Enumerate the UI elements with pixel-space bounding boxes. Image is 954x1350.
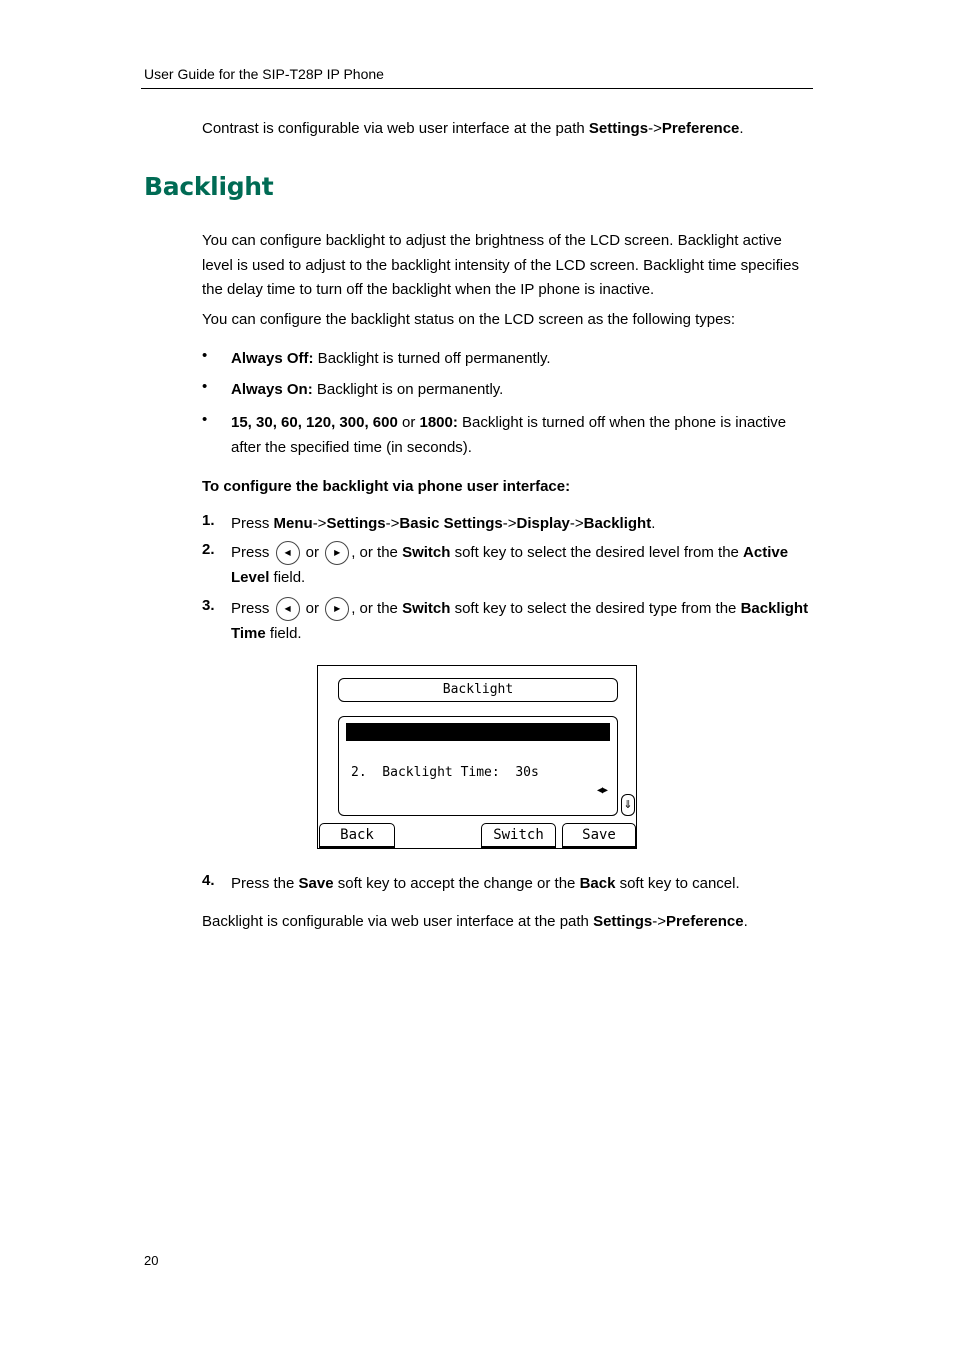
step-number: 3. bbox=[202, 597, 215, 614]
right-navigation-key-icon: ▶ bbox=[325, 597, 349, 621]
bullet-always-off: Always Off: Backlight is turned off permanently. bbox=[231, 350, 551, 367]
left-right-arrows-icon: ◀▶ bbox=[596, 785, 607, 796]
switch-softkey[interactable]: Switch bbox=[481, 823, 556, 849]
back-softkey[interactable]: Back bbox=[319, 823, 395, 849]
step-number: 1. bbox=[202, 512, 215, 529]
screen-list bbox=[338, 716, 618, 816]
left-navigation-key-icon: ◀ bbox=[276, 541, 300, 565]
step-3: Press ◀ or ▶ , or the Switch soft key to select the desired type from the Backlight Time field. bbox=[231, 597, 811, 646]
left-navigation-key-icon: ◀ bbox=[276, 597, 300, 621]
bullet-always-on: Always On: Backlight is on permanently. bbox=[231, 381, 504, 398]
header-rule bbox=[141, 88, 813, 89]
list-item-active-level[interactable]: 1. Active Level: 2 ◀▶ bbox=[346, 723, 610, 741]
intro-paragraph-1: You can configure backlight to adjust the brightness of the LCD screen. Backlight active level is used to adjust to the backlight intensity of the LCD screen. Backlight time specifies the delay time to turn off the backlight when the IP phone is inactive. bbox=[202, 232, 799, 298]
step-4: Press the Save soft key to accept the change or the Back soft key to cancel. bbox=[231, 875, 740, 892]
contrast-paragraph: Contrast is configurable via web user interface at the path Settings->Preference. bbox=[202, 120, 744, 137]
bullet-timed: 15, 30, 60, 120, 300, 600 or 1800: Backlight is turned off when the phone is inactive after the specified time (in seconds). bbox=[231, 414, 787, 456]
bullet-marker: • bbox=[202, 411, 208, 428]
step-2: Press ◀ or ▶ , or the Switch soft key to select the desired level from the Active Level field. bbox=[231, 541, 811, 590]
page-number: 20 bbox=[144, 1253, 159, 1268]
web-ui-paragraph: Backlight is configurable via web user interface at the path Settings->Preference. bbox=[202, 913, 748, 930]
section-title: Backlight bbox=[144, 172, 274, 201]
bullet-marker: • bbox=[202, 347, 208, 364]
step-number: 2. bbox=[202, 541, 215, 558]
bullet-marker: • bbox=[202, 378, 208, 395]
screen-title: Backlight bbox=[338, 678, 618, 702]
intro-paragraph-2: You can configure the backlight status on the LCD screen as the following types: bbox=[202, 311, 736, 328]
step-1: Press Menu->Settings->Basic Settings->Display->Backlight. bbox=[231, 515, 656, 532]
list-item-backlight-time[interactable]: 2. Backlight Time: 30s ◀▶ bbox=[346, 746, 610, 764]
right-navigation-key-icon: ▶ bbox=[325, 541, 349, 565]
scroll-down-icon: ⇓ bbox=[621, 794, 635, 816]
phone-lcd-screenshot bbox=[317, 665, 637, 849]
save-softkey[interactable]: Save bbox=[562, 823, 636, 849]
left-right-arrows-icon: ◀▶ bbox=[596, 762, 607, 773]
step-number: 4. bbox=[202, 872, 215, 889]
procedure-title: To configure the backlight via phone user interface: bbox=[202, 478, 571, 495]
running-header: User Guide for the SIP-T28P IP Phone bbox=[144, 66, 384, 82]
